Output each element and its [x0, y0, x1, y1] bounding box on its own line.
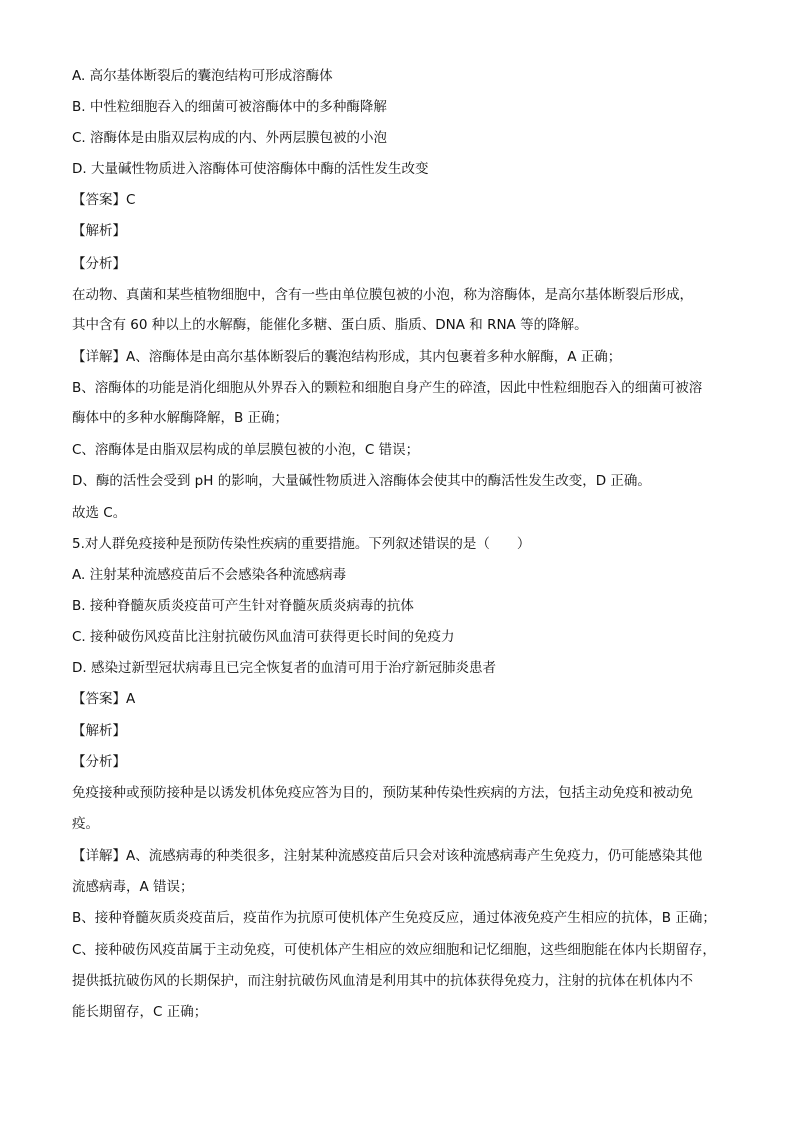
paragraph-line: 能长期留存，C 正确；: [72, 1004, 208, 1020]
paragraph-line: 在动物、真菌和某些植物细胞中，含有一些由单位膜包被的小泡，称为溶酶体，是高尔基体断裂后形成，: [72, 287, 693, 303]
option-b-q4: B. 中性粒细胞吞入的细菌可被溶酶体中的多种酶降解: [72, 99, 387, 115]
paragraph-line: B、接种脊髓灰质炎疫苗后，疫苗作为抗原可使机体产生免疫反应，通过体液免疫产生相应的抗体，B 正确；: [72, 910, 716, 926]
paragraph-line: 免疫接种或预防接种是以诱发机体免疫应答为目的，预防某种传染性疾病的方法，包括主动免疫和被动免: [72, 785, 693, 801]
option-a-q4: A. 高尔基体断裂后的囊泡结构可形成溶酶体: [72, 68, 333, 84]
option-b-q5: B. 接种脊髓灰质炎疫苗可产生针对脊髓灰质炎病毒的抗体: [72, 598, 414, 614]
paragraph-line: 其中含有 60 种以上的水解酶，能催化多糖、蛋白质、脂质、DNA 和 RNA 等的降解。: [72, 317, 588, 333]
paragraph-line: C、接种破伤风疫苗属于主动免疫，可使机体产生相应的效应细胞和记忆细胞，这些细胞能在体内长期留存，: [72, 942, 716, 958]
answer-q5: 【答案】A: [72, 691, 136, 707]
answer-q4: 【答案】C: [72, 192, 136, 208]
analysis-subheading-q5: 【分析】: [72, 754, 126, 770]
paragraph-line: 流感病毒，A 错误；: [72, 879, 194, 895]
option-d-q5: D. 感染过新型冠状病毒且已完全恢复者的血清可用于治疗新冠肺炎患者: [72, 660, 496, 676]
analysis-subheading-q4: 【分析】: [72, 256, 126, 272]
paragraph-line: 【详解】A、溶酶体是由高尔基体断裂后的囊泡结构形成，其内包裹着多种水解酶，A 正确；: [72, 349, 622, 365]
paragraph-line: C、溶酶体是由脂双层构成的单层膜包被的小泡，C 错误；: [72, 442, 420, 458]
option-d-q4: D. 大量碱性物质进入溶酶体可使溶酶体中酶的活性发生改变: [72, 161, 429, 177]
option-c-q4: C. 溶酶体是由脂双层构成的内、外两层膜包被的小泡: [72, 130, 388, 146]
paragraph-line: D、酶的活性会受到 pH 的影响，大量碱性物质进入溶酶体会使其中的酶活性发生改变，D 正确。: [72, 473, 651, 489]
option-a-q5: A. 注射某种流感疫苗后不会感染各种流感病毒: [72, 567, 347, 583]
paragraph-line: 故选 C。: [72, 505, 127, 521]
paragraph-line: B、溶酶体的功能是消化细胞从外界吞入的颗粒和细胞自身产生的碎渣，因此中性粒细胞吞入的细菌可被溶: [72, 380, 703, 396]
analysis-heading-q5: 【解析】: [72, 723, 126, 739]
paragraph-line: 酶体中的多种水解酶降解，B 正确；: [72, 410, 289, 426]
question-5-stem: 5.对人群免疫接种是预防传染性疾病的重要措施。下列叙述错误的是（ ）: [72, 536, 531, 552]
analysis-heading-q4: 【解析】: [72, 223, 126, 239]
paragraph-line: 疫。: [72, 816, 99, 832]
option-c-q5: C. 接种破伤风疫苗比注射抗破伤风血清可获得更长时间的免疫力: [72, 629, 455, 645]
paragraph-line: 提供抵抗破伤风的长期保护，而注射抗破伤风血清是利用其中的抗体获得免疫力，注射的抗体在机体内不: [72, 973, 693, 989]
paragraph-line: 【详解】A、流感病毒的种类很多，注射某种流感疫苗后只会对该种流感病毒产生免疫力，仍可能感染其他: [72, 848, 703, 864]
